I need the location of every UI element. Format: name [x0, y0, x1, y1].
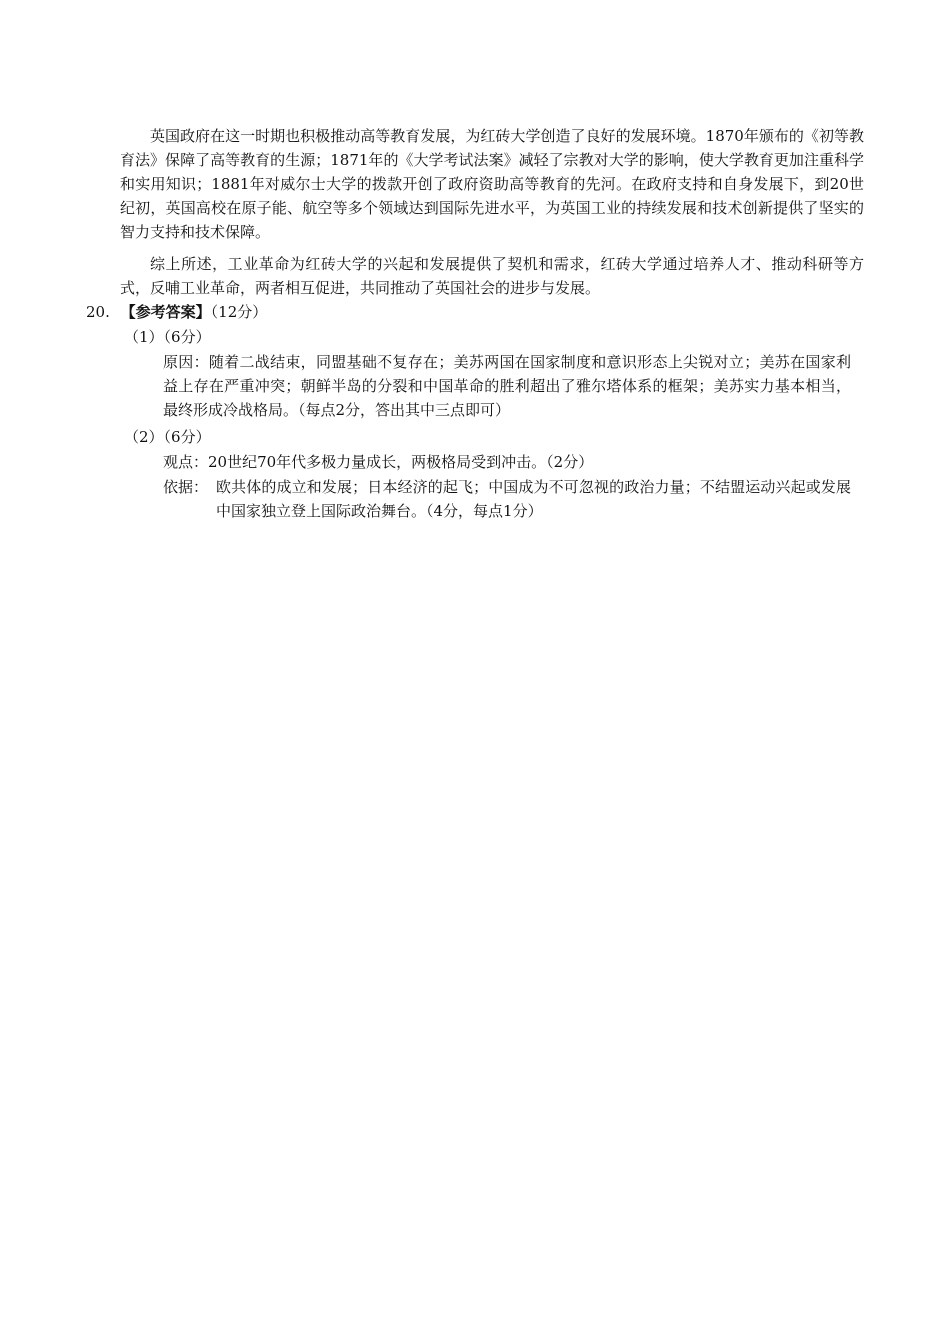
question-number: 20.: [86, 303, 110, 321]
part1-label: （1）（6分）: [124, 328, 211, 346]
part1-answer: 原因：随着二战结束，同盟基础不复存在；美苏两国在国家制度和意识形态上尖锐对立；美苏在国家利益上存在严重冲突；朝鲜半岛的分裂和中国革命的胜利超出了雅尔塔体系的框架；美苏实力基本相当，最终形成冷战格局。（每点2分，答出其中三点即可）: [163, 353, 851, 419]
part2-viewpoint: 观点：20世纪70年代多极力量成长，两极格局受到冲击。（2分）: [163, 453, 594, 471]
question-score: （12分）: [210, 303, 268, 321]
part2-label: （2）（6分）: [124, 428, 211, 446]
paragraph-summary: 综上所述，工业革命为红砖大学的兴起和发展提供了契机和需求，红砖大学通过培养人才、推动科研等方式，反哺工业革命，两者相互促进，共同推动了英国社会的进步与发展。: [120, 255, 864, 297]
question-20-header: [86, 300, 267, 324]
basis-text: 欧共体的成立和发展；日本经济的起飞；中国成为不可忽视的政治力量；不结盟运动兴起或发展中国家独立登上国际政治舞台。（4分，每点1分）: [216, 478, 851, 520]
part2-basis: [163, 475, 851, 523]
answer-label: 【参考答案】: [120, 303, 211, 321]
basis-label: 依据：: [163, 478, 209, 496]
paragraph-education-policy: 英国政府在这一时期也积极推动高等教育发展，为红砖大学创造了良好的发展环境。1870年颁布的《初等教育法》保障了高等教育的生源；1871年的《大学考试法案》减轻了宗教对大学的影响，使大学教育更加注重科学和实用知识；1881年对威尔士大学的拨款开创了政府资助高等教育的先河。在政府支持和自身发展下，到20世纪初，英国高校在原子能、航空等多个领域达到国际先进水平，为英国工业的持续发展和技术创新提供了坚实的智力支持和技术保障。: [120, 127, 864, 241]
